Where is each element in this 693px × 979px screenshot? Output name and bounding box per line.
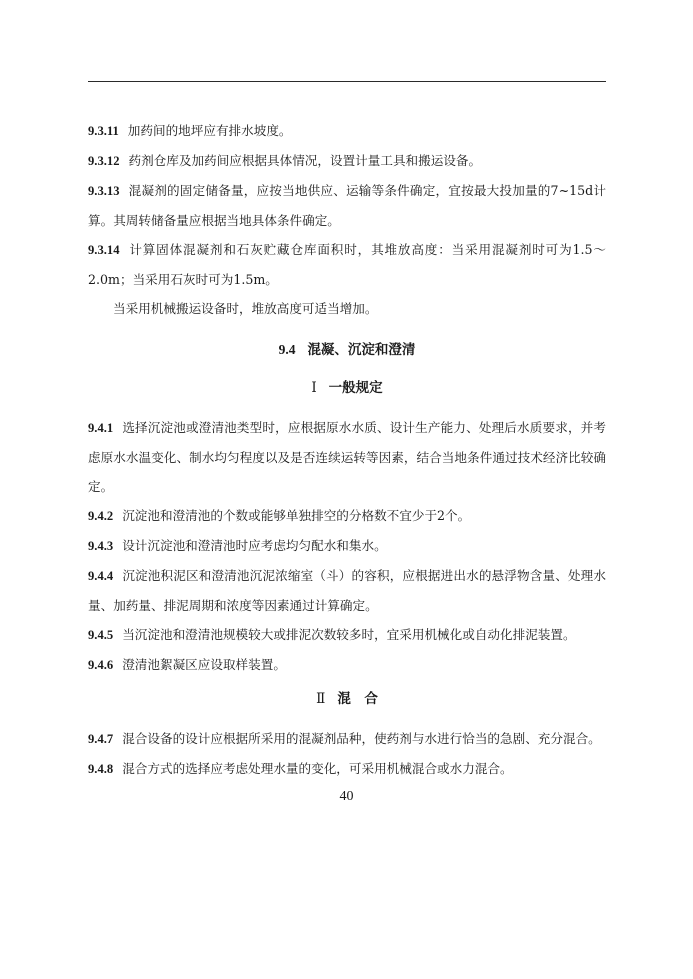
clause-number: 9.4.8: [88, 762, 114, 776]
clause-text: 药剂仓库及加药间应根据具体情况，设置计量工具和搬运设备。: [128, 153, 482, 168]
clause-9-4-6: [88, 650, 606, 680]
clause-9-4-3: [88, 531, 606, 561]
section-number: 9.4: [278, 342, 296, 357]
header-rule: [88, 81, 606, 82]
clause-text: 沉淀池和澄清池的个数或能够单独排空的分格数不宜少于2个。: [122, 508, 471, 523]
clause-9-3-13: [88, 176, 606, 235]
subsection-title-text: 一般规定: [328, 380, 383, 396]
section-heading: [88, 337, 606, 363]
clause-number: 9.3.11: [88, 124, 119, 138]
clause-text: 混合方式的选择应考虑处理水量的变化，可采用机械混合或水力混合。: [122, 761, 513, 776]
clause-text: 选择沉淀池或澄清池类型时，应根据原水水质、设计生产能力、处理后水质要求，并考虑原水水温变化、制水均匀程度以及是否连续运转等因素，结合当地条件通过技术经济比较确定。: [88, 420, 606, 494]
clause-number: 9.4.1: [88, 421, 114, 435]
clause-text: 计算固体混凝剂和石灰贮藏仓库面积时，其堆放高度：当采用混凝剂时可为1.5～2.0m；当采用石灰时可为1.5m。: [88, 242, 606, 287]
subsection-roman: Ⅰ: [311, 380, 317, 396]
clause-text: 混合设备的设计应根据所采用的混凝剂品种，使药剂与水进行恰当的急剧、充分混合。: [122, 731, 601, 746]
page-number: 40: [339, 789, 354, 804]
subsection-heading-mixing: [88, 686, 606, 712]
clause-9-3-14: [88, 235, 606, 294]
clause-9-3-11: [88, 116, 606, 146]
section-title-text: 混凝、沉淀和澄清: [307, 342, 416, 358]
clause-number: 9.3.13: [88, 184, 120, 198]
clause-text: 沉淀池积泥区和澄清池沉泥浓缩室（斗）的容积，应根据进出水的悬浮物含量、处理水量、加药量、排泥周期和浓度等因素通过计算确定。: [88, 568, 606, 613]
clause-text: 当沉淀池和澄清池规模较大或排泥次数较多时，宜采用机械化或自动化排泥装置。: [122, 627, 576, 642]
clause-9-4-8: [88, 754, 606, 784]
clause-number: 9.4.2: [88, 509, 114, 523]
clause-9-3-14-continued: 当采用机械搬运设备时，堆放高度可适当增加。: [113, 301, 378, 316]
clause-9-4-7: [88, 724, 606, 754]
clause-number: 9.4.7: [88, 732, 114, 746]
clause-number: 9.3.14: [88, 243, 120, 257]
clause-text: 加药间的地坪应有排水坡度。: [127, 123, 292, 138]
subsection-roman: Ⅱ: [316, 691, 326, 707]
clause-text: 设计沉淀池和澄清池时应考虑均匀配水和集水。: [122, 538, 387, 553]
clause-number: 9.4.4: [88, 569, 114, 583]
clause-number: 9.4.6: [88, 658, 114, 672]
subsection-heading-general: [88, 375, 606, 401]
clause-9-3-12: [88, 146, 606, 176]
clause-9-4-4: [88, 561, 606, 620]
clause-9-4-2: [88, 501, 606, 531]
clause-number: 9.3.12: [88, 154, 120, 168]
clause-text: 混凝剂的固定储备量，应按当地供应、运输等条件确定，宜按最大投加量的7~15d计算。其周转储备量应根据当地具体条件确定。: [88, 183, 606, 228]
document-body: [88, 116, 606, 784]
clause-9-4-1: [88, 413, 606, 501]
subsection-title-text: 混 合: [337, 691, 378, 707]
clause-text: 澄清池絮凝区应设取样装置。: [122, 657, 286, 672]
clause-number: 9.4.3: [88, 539, 114, 553]
clause-9-4-5: [88, 620, 606, 650]
clause-number: 9.4.5: [88, 628, 114, 642]
